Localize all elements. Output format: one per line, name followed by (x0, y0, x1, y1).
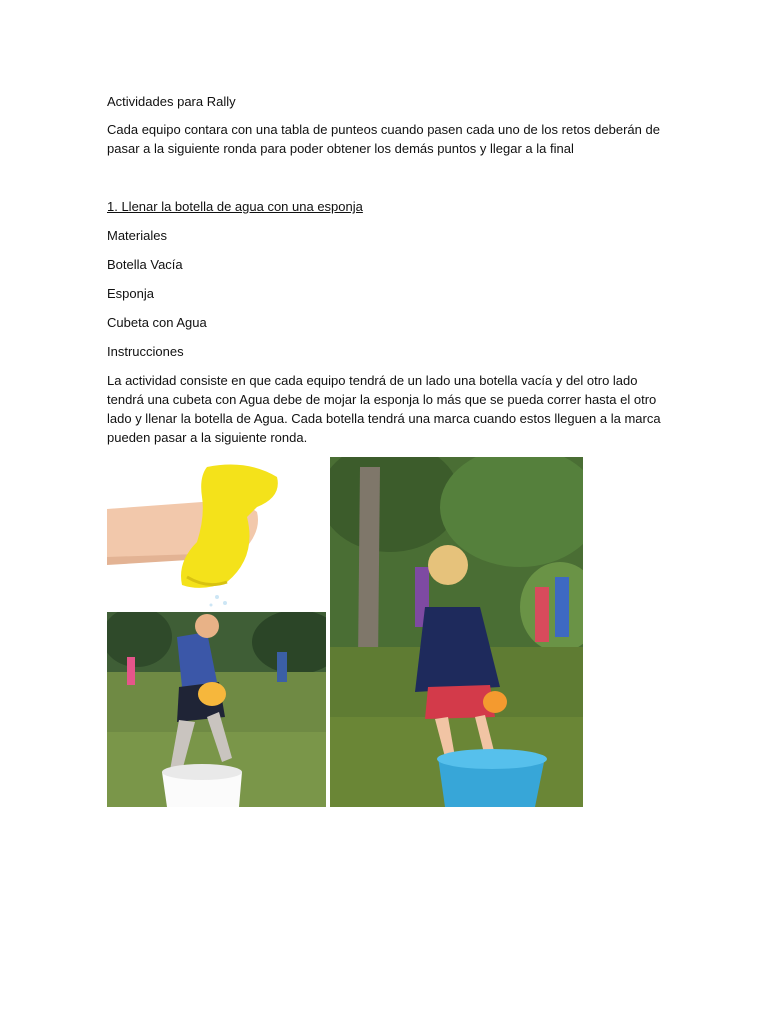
instructions-paragraph: La actividad consiste en que cada equipo tendrá de un lado una botella vacía y del otro lado tendrá una cubeta con Agua debe de mojar la esponja lo más que se pueda correr hasta el otro lado y llenar la botella de Agua. Cada botella tendrá una marca cuando estos lleguen a la marca pueden pasar a la siguiente ronda. (107, 373, 661, 445)
intro-paragraph: Cada equipo contara con una tabla de punteos cuando pasen cada uno de los retos deberán de pasar a la siguiente ronda para poder obtener los demás puntos y llegar a la final (107, 122, 660, 156)
section-heading: 1. Llenar la botella de agua con una esponja (107, 199, 363, 214)
material-item: Cubeta con Agua (107, 315, 207, 330)
instructions-label: Instrucciones (107, 344, 184, 359)
material-item: Botella Vacía (107, 257, 183, 272)
sponge-squeeze-photo (107, 457, 326, 610)
running-child-photo (107, 612, 326, 807)
document-title: Actividades para Rally (107, 94, 236, 109)
girl-bucket-photo (330, 457, 583, 807)
materials-label: Materiales (107, 228, 167, 243)
material-item: Esponja (107, 286, 154, 301)
